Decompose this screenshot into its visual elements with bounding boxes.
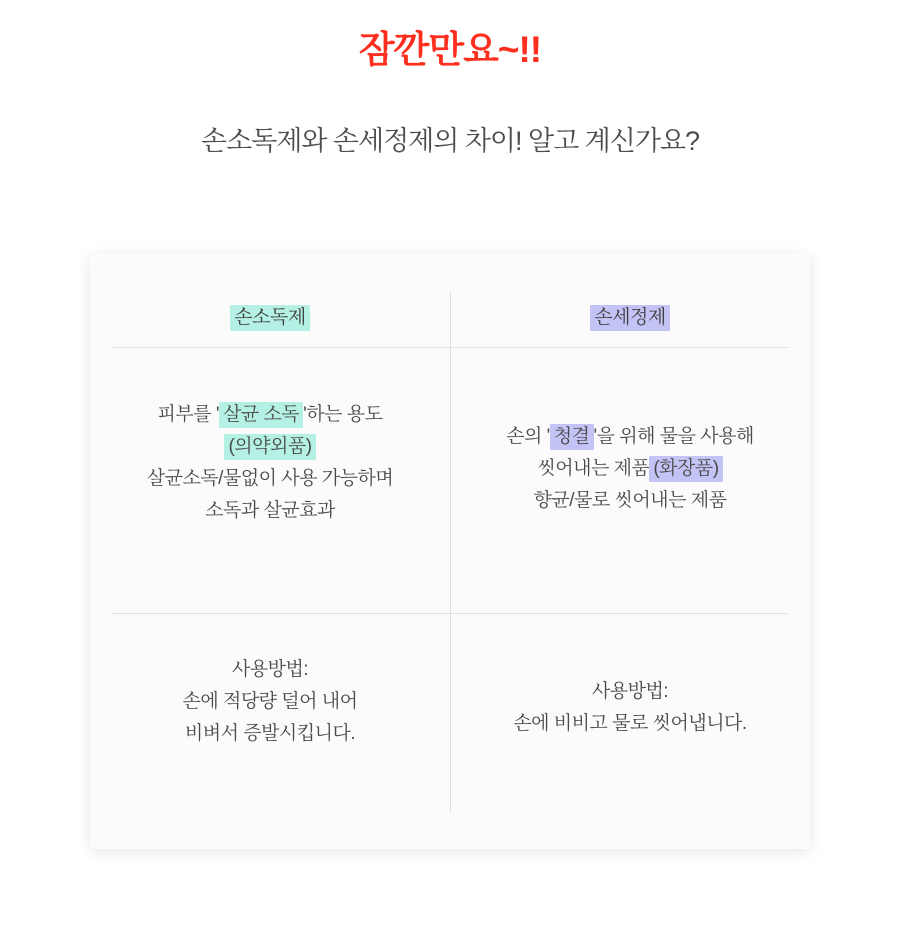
usage-line: 사용방법: xyxy=(591,681,669,702)
highlight-text: (의약외품) xyxy=(224,434,315,460)
column-title-hand-wash-text: 손세정제 xyxy=(590,305,669,331)
page-subtitle: 손소독제와 손세정제의 차이! 알고 계신가요? xyxy=(201,126,699,157)
description-line xyxy=(90,399,450,431)
usage-hand-sanitizer xyxy=(90,654,450,750)
description-hand-wash xyxy=(450,421,810,517)
column-title-hand-wash xyxy=(450,302,810,329)
highlight-text: 살균 소독 xyxy=(219,402,303,428)
usage-line: 손에 적당량 덜어 내어 xyxy=(182,690,358,712)
text-pre: 씻어내는 제품 xyxy=(537,457,650,479)
description-line xyxy=(90,431,450,463)
usage-line: 손에 비비고 물로 씻어냅니다. xyxy=(513,712,747,734)
text-post: '하는 용도 xyxy=(303,404,383,425)
text-pre: 손의 ' xyxy=(506,426,550,447)
description-line xyxy=(450,453,810,485)
column-title-hand-sanitizer-text: 손소독제 xyxy=(230,305,309,331)
description-hand-sanitizer xyxy=(90,399,450,527)
description-line: 살균소독/물없이 사용 가능하며 xyxy=(146,467,394,489)
column-title-hand-sanitizer xyxy=(90,302,450,329)
description-line: 소독과 살균효과 xyxy=(205,499,335,521)
usage-hand-wash xyxy=(450,676,810,740)
highlight-text: (화장품) xyxy=(649,456,722,482)
description-line: 향균/물로 씻어내는 제품 xyxy=(533,489,727,511)
comparison-card-inner xyxy=(90,254,810,849)
usage-line: 비벼서 증발시킵니다. xyxy=(184,722,356,744)
usage-line: 사용방법: xyxy=(231,659,309,680)
highlight-text: 청결 xyxy=(550,424,594,450)
description-line xyxy=(450,421,810,453)
comparison-card xyxy=(90,254,810,849)
text-post: '을 위해 물을 사용해 xyxy=(593,426,754,447)
text-pre: 피부를 ' xyxy=(157,404,219,425)
page-title: 잠깐만요~!! xyxy=(358,29,542,70)
